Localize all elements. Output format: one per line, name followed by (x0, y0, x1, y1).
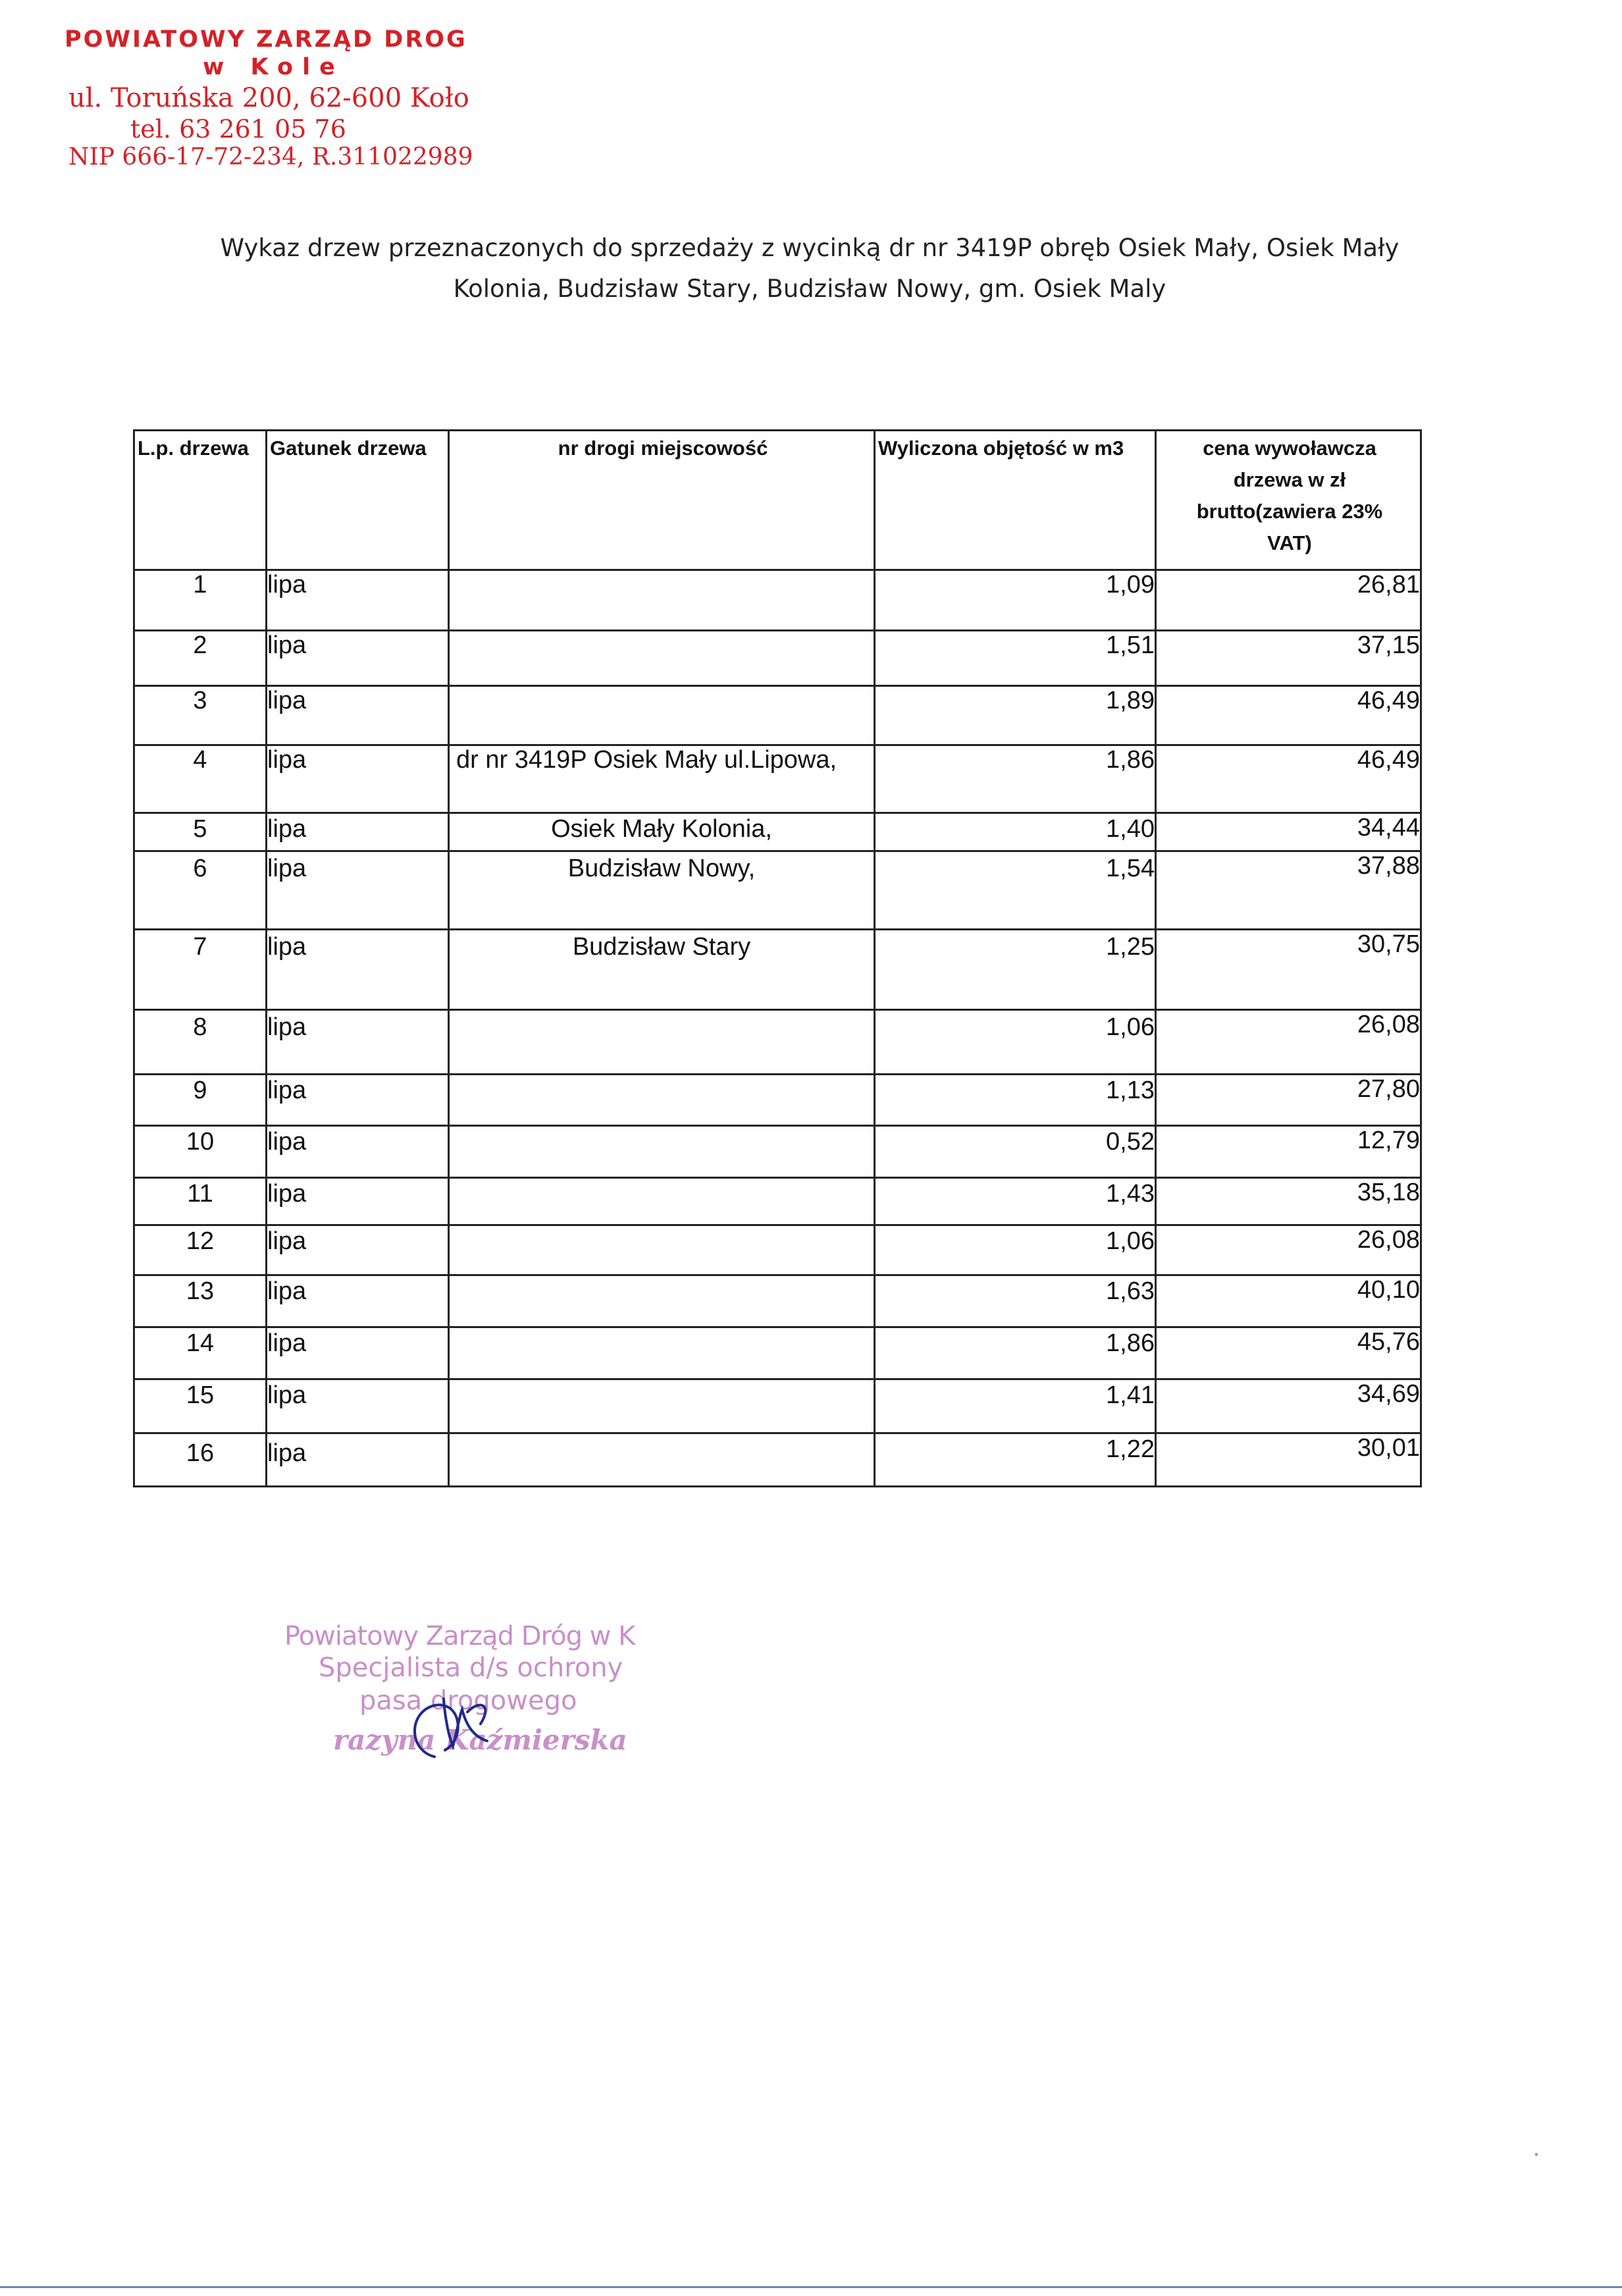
cell-volume: 1,13 (875, 1075, 1156, 1126)
cell-lp: 8 (134, 1010, 267, 1075)
header-species: Gatunek drzewa (267, 431, 449, 570)
stamp-office-name: POWIATOWY ZARZĄD DROG (65, 26, 467, 53)
cell-volume: 0,52 (875, 1126, 1156, 1178)
cell-lp: 9 (134, 1075, 267, 1126)
table-row (134, 1275, 1421, 1327)
table-row (134, 1178, 1421, 1225)
cell-location: Budzisław Stary (449, 930, 875, 1010)
scan-edge-line (0, 2286, 1622, 2288)
cell-volume: 1,09 (875, 570, 1156, 631)
cell-lp: 5 (134, 813, 267, 851)
cell-location: dr nr 3419P Osiek Mały ul.Lipowa, (449, 745, 875, 813)
table-row (134, 930, 1421, 1010)
cell-species: lipa (267, 1178, 449, 1225)
cell-price: 45,76 (1156, 1327, 1421, 1379)
stamp-address: ul. Toruńska 200, 62-600 Koło (68, 83, 469, 113)
cell-species: lipa (267, 1126, 449, 1178)
cell-volume: 1,43 (875, 1178, 1156, 1225)
document-title-line-1: Wykaz drzew przeznaczonych do sprzedaży z wycinką dr nr 3419P obręb Osiek Mały, Osiek Mały (220, 234, 1400, 262)
handwritten-signature (388, 1686, 500, 1765)
cell-volume: 1,86 (875, 745, 1156, 813)
cell-price: 46,49 (1156, 745, 1421, 813)
cell-species: lipa (267, 745, 449, 813)
cell-species: lipa (267, 1075, 449, 1126)
cell-location (449, 1275, 875, 1327)
cell-location (449, 570, 875, 631)
signature-stamp-name: razyna Kaźmierska (333, 1724, 627, 1756)
cell-location (449, 1433, 875, 1487)
table-row (134, 1126, 1421, 1178)
table-row (134, 1433, 1421, 1487)
cell-location (449, 1075, 875, 1126)
header-price-line-1: cena wywoławcza (1203, 437, 1376, 460)
table-row (134, 745, 1421, 813)
stamp-tax-id: NIP 666-17-72-234, R.311022989 (68, 144, 473, 171)
header-price-line-3: brutto(zawiera 23% (1196, 500, 1383, 523)
cell-price: 26,08 (1156, 1010, 1421, 1075)
scan-speck (1534, 2152, 1539, 2157)
cell-location (449, 1178, 875, 1225)
cell-location (449, 631, 875, 686)
cell-volume: 1,63 (875, 1275, 1156, 1327)
table-row (134, 851, 1421, 930)
cell-species: lipa (267, 631, 449, 686)
cell-species: lipa (267, 1010, 449, 1075)
cell-location: Osiek Mały Kolonia, (449, 813, 875, 851)
cell-location: Budzisław Nowy, (449, 851, 875, 930)
cell-volume: 1,25 (875, 930, 1156, 1010)
header-price-line-2: drzewa w zł (1233, 468, 1346, 492)
cell-price: 34,44 (1156, 813, 1421, 851)
table-row (134, 1010, 1421, 1075)
table-row (134, 1379, 1421, 1433)
table-row (134, 570, 1421, 631)
cell-species: lipa (267, 851, 449, 930)
cell-volume: 1,86 (875, 1327, 1156, 1379)
table-header-row (134, 431, 1421, 570)
table-row (134, 813, 1421, 851)
header-lp: L.p. drzewa (134, 431, 267, 570)
cell-price: 30,01 (1156, 1433, 1421, 1487)
cell-species: lipa (267, 930, 449, 1010)
cell-price: 40,10 (1156, 1275, 1421, 1327)
tree-sale-table (133, 429, 1422, 1487)
signature-stamp-department: pasa drogowego (359, 1686, 577, 1716)
document-title-line-2: Kolonia, Budzisław Stary, Budzisław Nowy, gm. Osiek Maly (453, 275, 1166, 303)
cell-price: 30,75 (1156, 930, 1421, 1010)
table-row (134, 1225, 1421, 1275)
cell-volume: 1,89 (875, 686, 1156, 745)
cell-location (449, 1225, 875, 1275)
cell-lp: 1 (134, 570, 267, 631)
cell-species: lipa (267, 686, 449, 745)
cell-lp: 11 (134, 1178, 267, 1225)
cell-location (449, 1126, 875, 1178)
header-volume: Wyliczona objętość w m3 (875, 431, 1156, 570)
cell-lp: 7 (134, 930, 267, 1010)
cell-price: 35,18 (1156, 1178, 1421, 1225)
cell-lp: 12 (134, 1225, 267, 1275)
table-row (134, 631, 1421, 686)
cell-species: lipa (267, 1225, 449, 1275)
cell-lp: 6 (134, 851, 267, 930)
header-price-line-4: VAT) (1267, 531, 1312, 555)
table-row (134, 1075, 1421, 1126)
cell-volume: 1,22 (875, 1433, 1156, 1487)
cell-price: 46,49 (1156, 686, 1421, 745)
cell-price: 12,79 (1156, 1126, 1421, 1178)
table-row (134, 686, 1421, 745)
cell-price: 37,15 (1156, 631, 1421, 686)
cell-price: 26,81 (1156, 570, 1421, 631)
table-row (134, 1327, 1421, 1379)
stamp-phone: tel. 63 261 05 76 (130, 115, 346, 144)
cell-location (449, 1379, 875, 1433)
header-location: nr drogi miejscowość (449, 431, 875, 570)
cell-species: lipa (267, 1275, 449, 1327)
cell-price: 26,08 (1156, 1225, 1421, 1275)
header-price (1156, 431, 1421, 570)
cell-location (449, 686, 875, 745)
cell-lp: 10 (134, 1126, 267, 1178)
cell-location (449, 1010, 875, 1075)
cell-species: lipa (267, 813, 449, 851)
cell-lp: 16 (134, 1433, 267, 1487)
stamp-office-city: w Kole (203, 54, 344, 80)
cell-species: lipa (267, 1327, 449, 1379)
cell-volume: 1,40 (875, 813, 1156, 851)
cell-location (449, 1327, 875, 1379)
cell-species: lipa (267, 570, 449, 631)
cell-lp: 14 (134, 1327, 267, 1379)
cell-volume: 1,51 (875, 631, 1156, 686)
cell-volume: 1,54 (875, 851, 1156, 930)
cell-lp: 13 (134, 1275, 267, 1327)
cell-lp: 15 (134, 1379, 267, 1433)
cell-price: 34,69 (1156, 1379, 1421, 1433)
cell-species: lipa (267, 1433, 449, 1487)
cell-lp: 2 (134, 631, 267, 686)
cell-species: lipa (267, 1379, 449, 1433)
cell-lp: 3 (134, 686, 267, 745)
cell-lp: 4 (134, 745, 267, 813)
signature-stamp-office: Powiatowy Zarząd Dróg w K (284, 1621, 635, 1651)
cell-price: 37,88 (1156, 851, 1421, 930)
signature-stamp-role: Specjalista d/s ochrony (319, 1653, 623, 1683)
cell-volume: 1,41 (875, 1379, 1156, 1433)
cell-volume: 1,06 (875, 1225, 1156, 1275)
cell-volume: 1,06 (875, 1010, 1156, 1075)
cell-price: 27,80 (1156, 1075, 1421, 1126)
